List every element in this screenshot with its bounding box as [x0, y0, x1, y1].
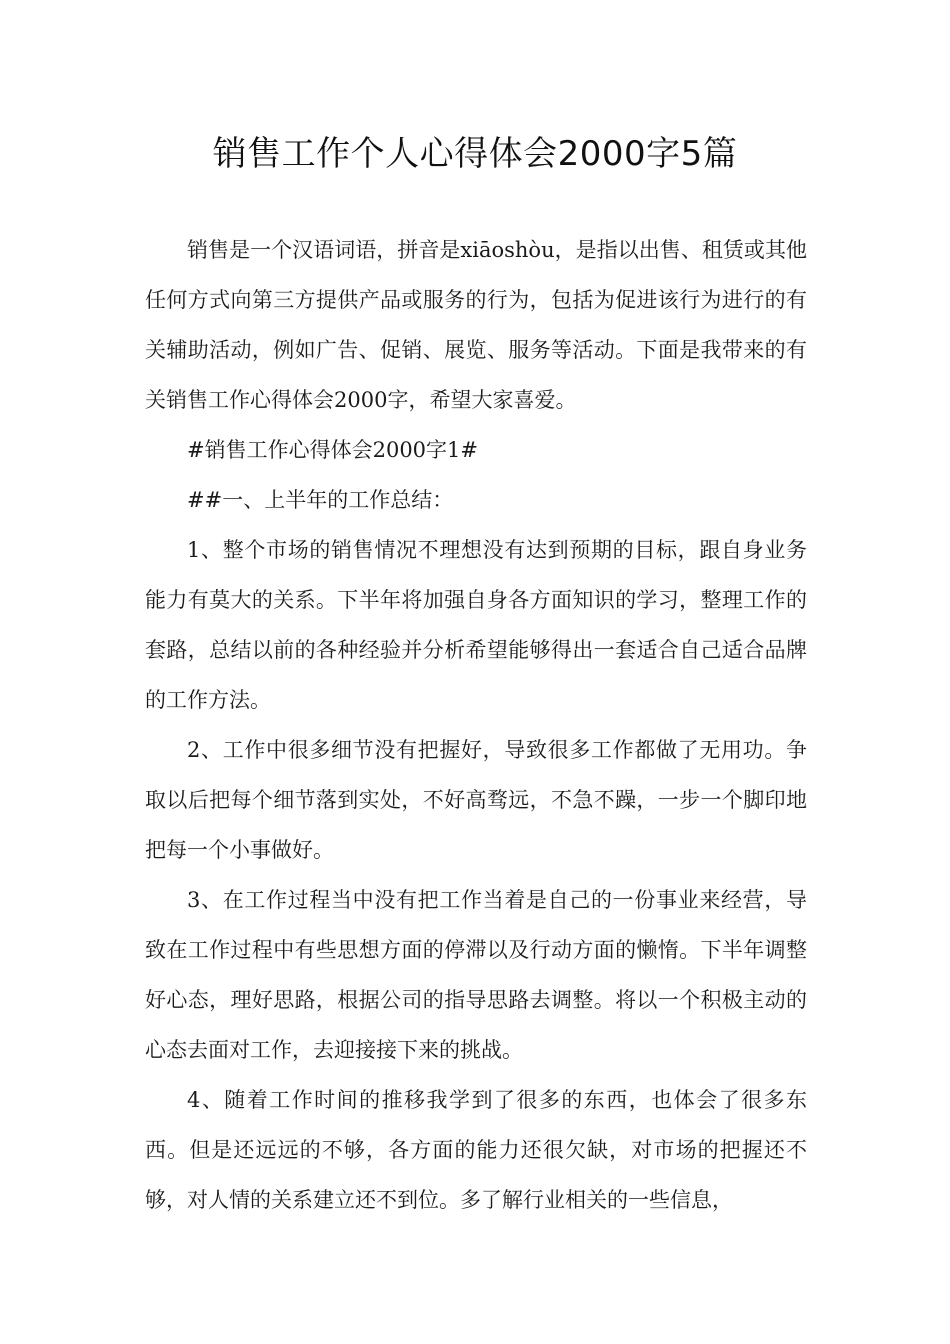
- document-title: 销售工作个人心得体会2000字5篇: [212, 134, 738, 174]
- document-body: [145, 225, 807, 1225]
- list-paragraph-3: 3、在工作过程当中没有把工作当着是自己的一份事业来经营，导致在工作过程中有些思想方面的停滞以及行动方面的懒惰。下半年调整好心态，理好思路，根据公司的指导思路去调整。将以一个积极主动的心态去面对工作，去迎接接下来的挑战。: [145, 888, 807, 1062]
- intro-paragraph: 销售是一个汉语词语，拼音是xiāoshòu，是指以出售、租赁或其他任何方式向第三方提供产品或服务的行为，包括为促进该行为进行的有关辅助活动，例如广告、促销、展览、服务等活动。下面是我带来的有关销售工作心得体会2000字，希望大家喜爱。: [145, 238, 807, 412]
- section-heading: #销售工作心得体会2000字1#: [187, 438, 478, 462]
- list-paragraph-4: 4、随着工作时间的推移我学到了很多的东西，也体会了很多东西。但是还远远的不够，各方面的能力还很欠缺，对市场的把握还不够，对人情的关系建立还不到位。多了解行业相关的一些信息，: [145, 1088, 807, 1212]
- list-paragraph-1: 1、整个市场的销售情况不理想没有达到预期的目标，跟自身业务能力有莫大的关系。下半年将加强自身各方面知识的学习，整理工作的套路，总结以前的各种经验并分析希望能够得出一套适合自己适合品牌的工作方法。: [145, 538, 807, 712]
- subsection-heading: ##一、上半年的工作总结：: [187, 488, 454, 512]
- list-paragraph-2: 2、工作中很多细节没有把握好，导致很多工作都做了无用功。争取以后把每个细节落到实处，不好高骛远，不急不躁，一步一个脚印地把每一个小事做好。: [145, 738, 807, 862]
